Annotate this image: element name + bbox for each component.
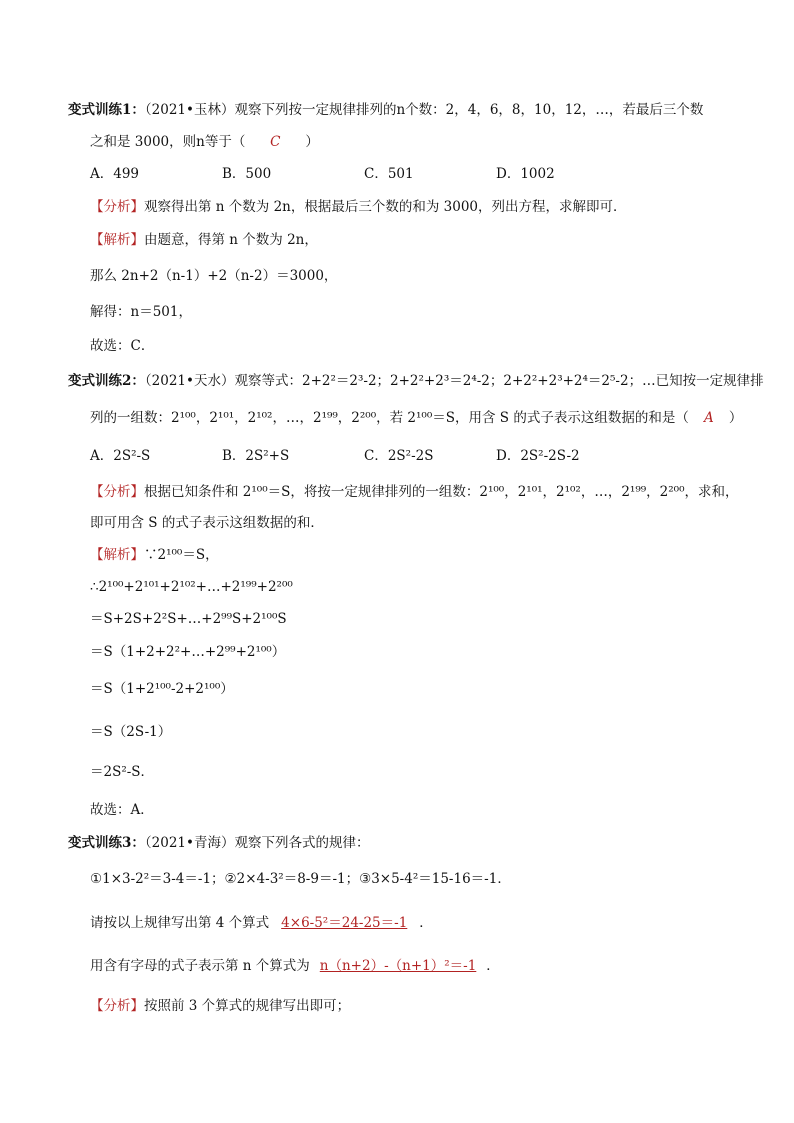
- q3-analysis: [90, 996, 350, 1016]
- q1-analysis-text: 观察得出第 n 个数为 2n，根据最后三个数的和为 3000，列出方程，求解即可．: [144, 199, 627, 215]
- q1-analysis-tag: 【分析】: [90, 199, 144, 215]
- q2-step-7: ＝2S²-S．: [90, 764, 155, 780]
- q1-line-1: [68, 100, 703, 120]
- q1-option-b: B．500: [222, 166, 272, 182]
- q2-analysis-tag: 【分析】: [90, 484, 144, 500]
- q3-analysis-tag: 【分析】: [90, 998, 144, 1014]
- q2-step-3: ＝S+2S+2²S+…+2⁹⁹S+2¹⁰⁰S: [90, 611, 287, 627]
- q3-text-1: （2021•青海）观察下列各式的规律：: [144, 835, 370, 851]
- q1-step-2: 那么 2n+2（n-1）+2（n-2）＝3000，: [90, 268, 338, 284]
- q1-solution: [90, 230, 318, 250]
- q2-solution-text: ∵2¹⁰⁰＝S，: [144, 547, 219, 563]
- q2-solution: [90, 545, 219, 565]
- q2-text-2b: ）: [728, 410, 743, 426]
- q1-step-4: 故选：C．: [90, 338, 155, 354]
- q1-option-a: A．499: [90, 166, 140, 182]
- q1-solution-text: 由题意，得第 n 个数为 2n，: [144, 232, 318, 248]
- q1-text-1: （2021•玉林）观察下列按一定规律排列的n个数：2，4，6，8，10，12，…，若最后三个数: [144, 102, 704, 118]
- q3-answer-2: n（n+2）-（n+1）²＝-1: [319, 958, 477, 974]
- q3-answer-1: 4×6-5²＝24-25＝-1: [281, 915, 408, 931]
- q3-text-4: 用含有字母的式子表示第 n 个算式为: [90, 958, 310, 974]
- q1-solution-tag: 【解析】: [90, 232, 144, 248]
- q2-answer: A: [703, 410, 714, 426]
- q2-solution-tag: 【解析】: [90, 547, 144, 563]
- q2-step-6: ＝S（2S-1）: [90, 724, 172, 740]
- q1-text-2: 之和是 3000，则n等于（: [90, 134, 246, 150]
- q1-answer: C: [270, 134, 281, 150]
- q2-option-a: A．2S²-S: [90, 448, 151, 464]
- q2-text-2: 列的一组数：2¹⁰⁰，2¹⁰¹，2¹⁰²，…，2¹⁹⁹，2²⁰⁰，若 2¹⁰⁰＝S，用含 S 的式子表示这组数据的和是（: [90, 410, 689, 426]
- q3-line-1: [68, 833, 369, 853]
- q2-line-1: [68, 371, 764, 391]
- q1-analysis: [90, 197, 627, 217]
- q1-text-2b: ）: [305, 134, 319, 150]
- q2-analysis: [90, 482, 739, 502]
- q2-step-8: 故选：A．: [90, 802, 154, 818]
- q1-label: 变式训练1：: [68, 102, 145, 118]
- q3-analysis-text: 按照前 3 个算式的规律写出即可；: [144, 998, 351, 1014]
- q3-text-4b: ．: [486, 958, 500, 974]
- q2-step-5: ＝S（1+2¹⁰⁰-2+2¹⁰⁰）: [90, 681, 234, 697]
- q2-option-b: B．2S²+S: [222, 448, 290, 464]
- q1-option-d: D．1002: [496, 166, 555, 182]
- q2-step-4: ＝S（1+2+2²+…+2⁹⁹+2¹⁰⁰）: [90, 644, 286, 660]
- q1-option-c: C．501: [364, 166, 414, 182]
- q2-text-1: （2021•天水）观察等式：2+2²＝2³-2；2+2²+2³＝2⁴-2；2+2²+2³+2⁴＝2⁵-2；…已知按一定规律排: [144, 373, 764, 389]
- q1-step-3: 解得：n＝501，: [90, 304, 192, 320]
- q2-analysis-text: 根据已知条件和 2¹⁰⁰＝S，将按一定规律排列的一组数：2¹⁰⁰，2¹⁰¹，2¹⁰²，…，2¹⁹⁹，2²⁰⁰，求和，: [144, 484, 739, 500]
- q3-label: 变式训练3：: [68, 835, 145, 851]
- q2-step-2: ∴2¹⁰⁰+2¹⁰¹+2¹⁰²+…+2¹⁹⁹+2²⁰⁰: [90, 579, 293, 595]
- q1-line-2: [90, 132, 319, 152]
- q2-line-2: [90, 408, 742, 428]
- q2-analysis-2: 即可用含 S 的式子表示这组数据的和．: [90, 515, 324, 531]
- q2-option-c: C．2S²-2S: [364, 448, 434, 464]
- q3-line-3: [90, 913, 433, 933]
- q3-text-3: 请按以上规律写出第 4 个算式: [90, 915, 270, 931]
- q2-label: 变式训练2：: [68, 373, 145, 389]
- q3-line-4: [90, 956, 500, 976]
- q3-text-3b: ．: [419, 915, 433, 931]
- q3-line-2: ①1×3-2²＝3-4＝-1；②2×4-3²＝8-9＝-1；③3×5-4²＝15-16＝-1．: [90, 871, 511, 887]
- q2-option-d: D．2S²-2S-2: [496, 448, 580, 464]
